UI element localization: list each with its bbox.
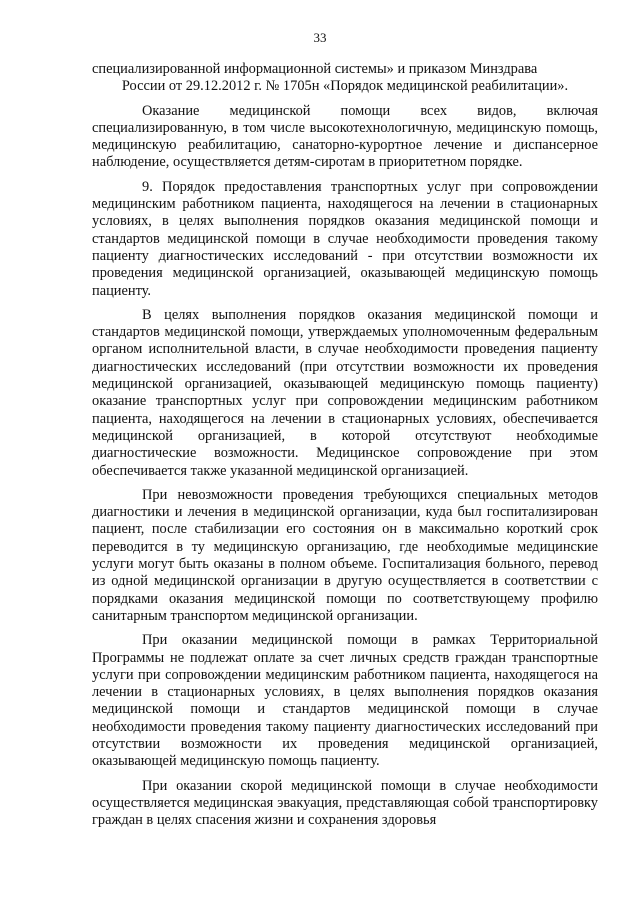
hospital-transfer-paragraph: При невозможности проведения требующихся специальных методов диагностики и лечения в медицинской организации, куда был госпитализирован пациент, после стабилизации его состояния он в максимально короткий срок переводится в ту медицинскую организацию, где необходимые медицинские услуги могут быть оказаны в полном объеме. Госпитализация больного, перевод из одной медицинской организации в другую осуществляется в соответствии с порядками оказания медицинской помощи по соответствующему профилю санитарным транспортом медицинской организации. [92,486,598,624]
section-9-heading-paragraph: 9. Порядок предоставления транспортных услуг при сопровождении медицинским работником пациента, находящегося на лечении в стационарных условиях, в целях выполнения порядков оказания медицинской помощи и стандартов медицинской помощи в случае необходимости проведения такому пациенту диагностических исследований - при отсутствии возможности их проведения медицинской организацией, оказывающей медицинскую помощь пациенту. [92,178,598,299]
continuation-line: специализированной информационной системы» и приказом Минздрава [92,61,538,77]
payment-exemption-paragraph: При оказании медицинской помощи в рамках Территориальной Программы не подлежат оплате за счет личных средств граждан транспортные услуги при сопровождении медицинским работником пациента, находящегося на лечении в стационарных условиях, в целях выполнения порядков оказания медицинской помощи и стандартов медицинской помощи в случае необходимости проведения такому пациенту диагностических исследований при отсутствии возможности их проведения медицинской организацией, оказывающей медицинскую помощь пациенту. [92,632,598,770]
page-number: 33 [313,30,327,45]
emergency-evacuation-paragraph: При оказании скорой медицинской помощи в случае необходимости осуществляется медицинская эвакуация, представляющая собой транспортировку граждан в целях спасения жизни и сохранения здоровья [92,777,598,829]
order-reference-line: России от 29.12.2012 г. № 1705н «Порядок медицинской реабилитации». [121,78,569,95]
orphans-priority-paragraph: Оказание медицинской помощи всех видов, включая специализированную, в том числе высокотехнологичную, медицинскую помощь, медицинскую реабилитацию, санаторно-курортное лечение и диспансерное наблюдение, осуществляется детям-сиротам в приоритетном порядке. [92,102,598,171]
transport-services-paragraph: В целях выполнения порядков оказания медицинской помощи и стандартов медицинской помощи, утверждаемых уполномоченным федеральным органом исполнительной власти, в случае необходимости проведения пациенту диагностических исследований (при отсутствии возможности их проведения медицинской организацией, оказывающей медицинскую помощь пациенту) оказание транспортных услуг при сопровождении медицинским работником пациента, находящегося на лечении в стационарных условиях, обеспечивается медицинской организацией, в которой отсутствуют необходимые диагностические возможности. Медицинское сопровождение при этом обеспечивается также указанной медицинской организацией. [92,306,598,479]
document-body [92,61,598,829]
